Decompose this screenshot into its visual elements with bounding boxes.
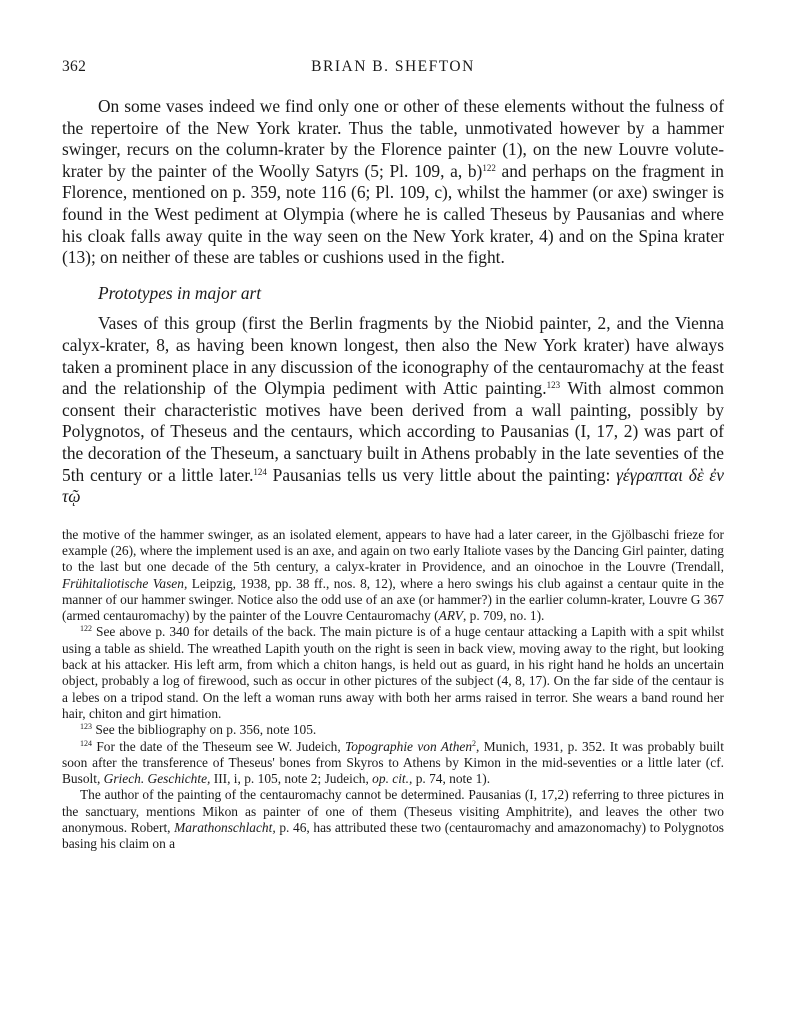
- edition-superscript: 2: [472, 738, 477, 748]
- footnote-number: 124: [80, 738, 92, 748]
- text-run: See the bibliography on p. 356, note 105.: [92, 722, 317, 738]
- footnote-paragraph: [62, 787, 724, 852]
- main-text: [62, 96, 724, 508]
- greek-quote: γέγραπται δὲ ἐν τῷ: [62, 464, 724, 507]
- running-head-author: BRIAN B. SHEFTON: [311, 58, 475, 75]
- footnote-122: [62, 624, 724, 722]
- footnote-ref-124: 124: [253, 466, 267, 477]
- footnote-continuation: [62, 527, 724, 625]
- text-run: , p. 709, no. 1).: [462, 608, 545, 624]
- page-number: 362: [62, 58, 87, 75]
- text-run: Leipzig, 1938, pp. 38 ff., nos. 8, 12), where a hero swings his club against a centaur quite in the manner of our hammer swinger. Notice also the odd use of an axe (or hammer?) in the earlier column-krater, Louvre G 367 (armed centauromachy) by the painter of the Louvre Centauromachy (: [62, 575, 724, 624]
- italic-title: op. cit.,: [372, 771, 413, 787]
- italic-title: Marathonschlacht,: [174, 820, 276, 836]
- text-run: On some vases indeed we find only one or other of these elements without the fulness of the repertoire of the New York krater. Thus the table, unmotivated however by a hammer swinger, recurs on the column-krater by the Florence painter (1), on the new Louvre volute-krater by the painter of the Woolly Satyrs (5; Pl. 109, a, b): [62, 96, 724, 181]
- running-header: [62, 58, 724, 84]
- paragraph-1: [62, 96, 724, 269]
- paragraph-2: [62, 313, 724, 507]
- section-heading: Prototypes in major art: [98, 282, 262, 303]
- text-run: III, i, p. 105, note 2; Judeich,: [210, 771, 373, 787]
- text-run: p. 74, note 1).: [412, 771, 491, 787]
- text-run: Vases of this group (first the Berlin fragments by the Niobid painter, 2, and the Vienna calyx-krater, 8, as having been known longest, then also the New York krater) have always taken a prominent place in any discussion of the iconography of the centauromachy at the feast and the relationship of the Olympia pediment with Attic painting.: [62, 313, 724, 399]
- italic-title: Frühitaliotische Vasen,: [62, 575, 188, 591]
- text-run: The author of the painting of the centauromachy cannot be determined. Pausanias (I, 17,2) referring to three pictures in the sanctuary, mentions Mikon as painter of one of them (Theseus visiting Amphitrite), and leaves the other two anonymous. Robert,: [62, 787, 724, 836]
- text-run: p. 46, has attributed these two (centauromachy and amazonomachy) to Polygnotos basing his claim on a: [62, 820, 724, 852]
- text-run: With almost common consent their characteristic motives have been derived from a wall painting, possibly by Polygnotos, of Theseus and the centaurs, which according to Pausanias (I, 17, 2) was part of the decoration of the Theseum, a sanctuary built in Athens probably in the late seventies of the 5th century or a little later.: [62, 378, 725, 485]
- text-run: , Munich, 1931, p. 352. It was probably built soon after the transference of Theseus' bones from Skyros to Athens by Kimon in the mid-seventies or a little later (cf. Busolt,: [62, 738, 724, 787]
- footnote-124: [62, 739, 724, 788]
- italic-title: Topographie von Athen: [345, 738, 473, 754]
- footnote-ref-123: 123: [546, 380, 561, 391]
- text-run: the motive of the hammer swinger, as an isolated element, appears to have had a later career, in the Gjölbaschi frieze for example (26), where the implement used is an axe, and again on two early Italiote vases by the Dancing Girl painter, dating to the last but one decade of the 5th century, a calyx-krater in Providence, and an oinochoe in the Louvre (Trendall,: [62, 526, 724, 575]
- page: [62, 58, 724, 853]
- text-run: For the date of the Theseum see W. Judeich,: [92, 738, 346, 754]
- footnote-number: 122: [80, 624, 92, 634]
- text-run: See above p. 340 for details of the back. The main picture is of a huge centaur attacking a Lapith with a spit whilst using a table as shield. The wreathed Lapith youth on the right is seen in back view, moving away to the right, but looking back at his attacker. His left arm, from which a chiton hangs, is held out as guard, in his right hand he holds an uncertain object, probably a log of firewood, such as occur in other pictures of the subject (4, 8, 17). On the far side of the centaur is a lebes on a tripod stand. On the left a woman runs away with both her arms raised in terror. She wears a band round her hair, chiton and girt himation.: [62, 624, 724, 721]
- footnote-ref-122: 122: [482, 162, 496, 173]
- text-run: and perhaps on the fragment in Florence, mentioned on p. 359, note 116 (6; Pl. 109, c), whilst the hammer (or axe) swinger is found in the West pediment at Olympia (where he is called Theseus by Pausanias and where his cloak falls away quite in the way seen on the New York krater, 4) and on the Spina krater (13); on neither of these are tables or cushions used in the fight.: [62, 160, 724, 268]
- text-run: Pausanias tells us very little about the painting:: [266, 464, 617, 485]
- footnotes: [62, 527, 724, 853]
- italic-title: ARV: [438, 608, 463, 624]
- footnote-123: [62, 722, 724, 738]
- footnote-number: 123: [80, 722, 92, 732]
- italic-title: Griech. Geschichte,: [103, 771, 211, 787]
